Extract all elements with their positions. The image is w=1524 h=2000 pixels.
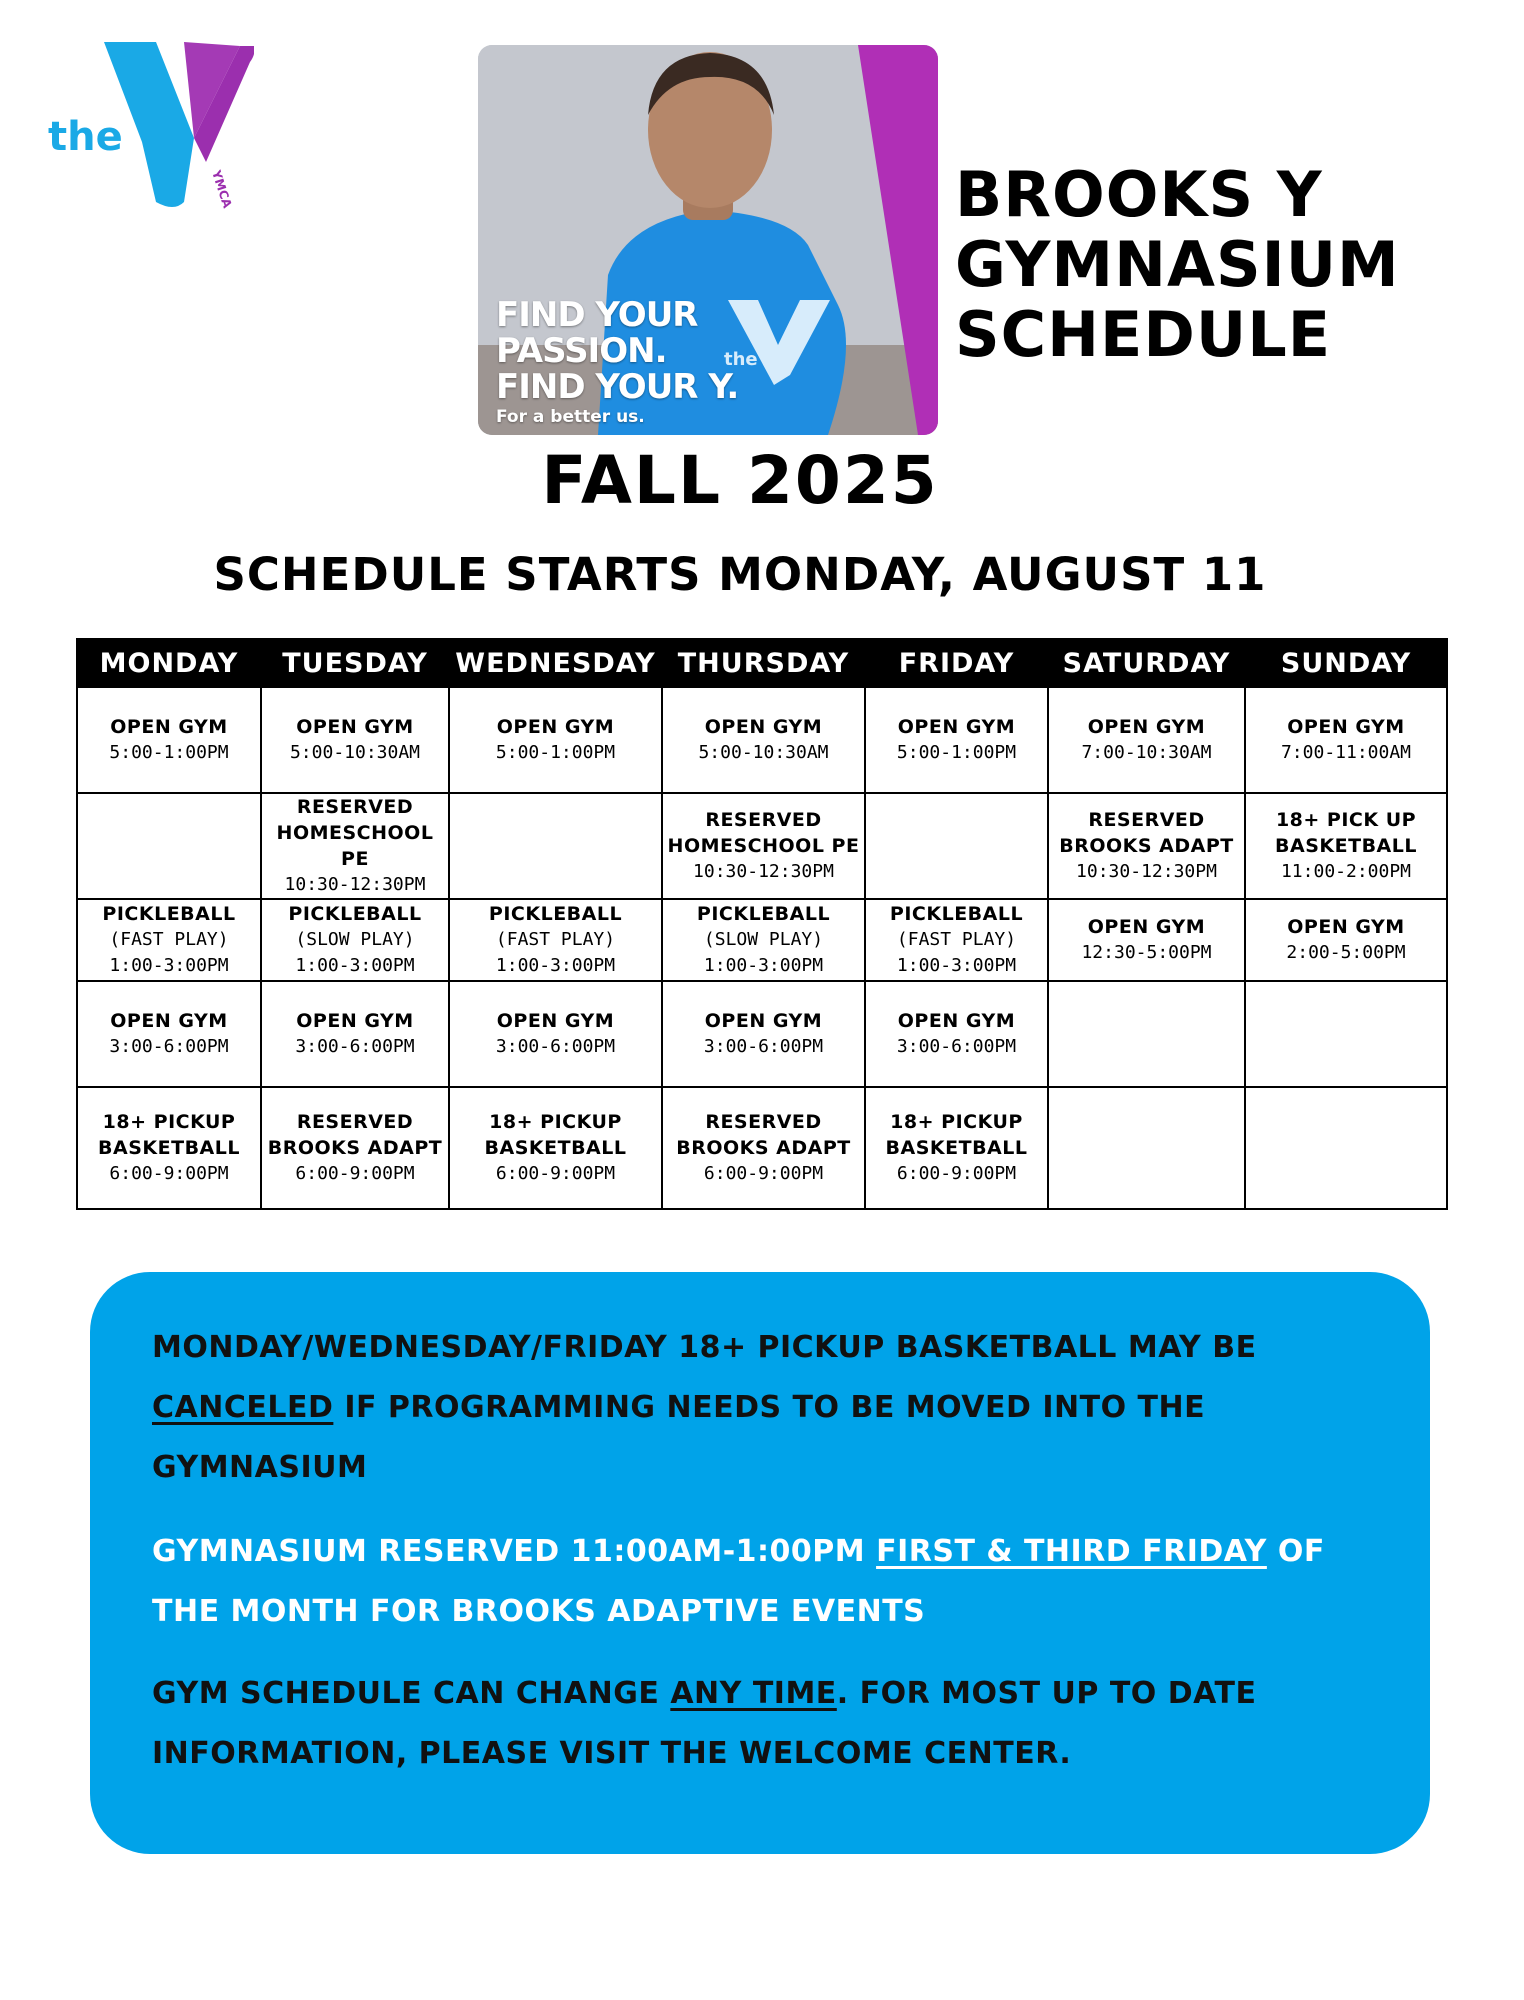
event-name: RESERVED [705, 809, 822, 831]
event-name: 18+ PICK UP [1275, 809, 1417, 831]
title-line-2: GYMNASIUM [955, 228, 1400, 301]
event-name: OPEN GYM [1087, 716, 1206, 738]
schedule-cell [865, 793, 1048, 899]
event-name: BROOKS ADAPT [267, 1137, 443, 1159]
title-line-1: BROOKS Y [955, 158, 1323, 231]
event-name: OPEN GYM [296, 1010, 414, 1032]
event-time: 3:00-6:00PM [109, 1036, 229, 1057]
event-time: 5:00-1:00PM [109, 742, 229, 763]
notice-emphasis: ANY TIME [670, 1676, 837, 1711]
event-name: OPEN GYM [496, 716, 615, 738]
schedule-cell [1048, 981, 1245, 1087]
schedule-cell [77, 687, 261, 793]
event-time: 7:00-10:30AM [1081, 742, 1212, 763]
schedule-cell [1048, 793, 1245, 899]
event-name: OPEN GYM [1087, 916, 1206, 938]
event-time: 12:30-5:00PM [1081, 942, 1212, 963]
event-name: RESERVED [296, 796, 414, 818]
event-name: BASKETBALL [484, 1137, 627, 1159]
tagline-line-1: FIND YOUR [496, 295, 698, 335]
schedule-cell [1245, 981, 1447, 1087]
start-date-heading: SCHEDULE STARTS MONDAY, AUGUST 11 [213, 548, 1267, 601]
ymca-logo [44, 42, 254, 212]
event-time: 6:00-9:00PM [703, 1163, 824, 1184]
schedule-cell [1048, 899, 1245, 981]
event-name: BASKETBALL [885, 1137, 1028, 1159]
event-time: 10:30-12:30PM [1076, 861, 1217, 882]
event-time: 11:00-2:00PM [1280, 861, 1412, 882]
day-header-row [77, 639, 1447, 687]
event-note: (FAST PLAY) [896, 929, 1017, 950]
logo-the-text: the [48, 114, 123, 160]
schedule-cell [261, 1087, 449, 1209]
event-time: 5:00-10:30AM [289, 742, 421, 763]
day-header: SATURDAY [1048, 639, 1245, 687]
schedule-cell [865, 981, 1048, 1087]
event-name: RESERVED [296, 1111, 414, 1133]
event-time: 6:00-9:00PM [295, 1163, 415, 1184]
event-time: 5:00-1:00PM [495, 742, 616, 763]
event-time: 10:30-12:30PM [284, 874, 426, 895]
day-header: TUESDAY [261, 639, 449, 687]
event-name: PICKLEBALL [696, 903, 831, 925]
schedule-cell [1245, 899, 1447, 981]
schedule-cell [865, 687, 1048, 793]
event-name: OPEN GYM [296, 716, 414, 738]
day-header: THURSDAY [662, 639, 865, 687]
schedule-cell [77, 899, 261, 981]
event-name: BASKETBALL [1275, 835, 1417, 857]
event-time: 3:00-6:00PM [703, 1036, 824, 1057]
event-name: 18+ PICKUP [102, 1111, 236, 1133]
event-time: 2:00-5:00PM [1286, 942, 1406, 963]
hero-tagline [496, 297, 738, 405]
event-name: OPEN GYM [496, 1010, 615, 1032]
event-name: HOMESCHOOL PE [667, 835, 860, 857]
schedule-table [76, 638, 1448, 1210]
event-name: OPEN GYM [110, 1010, 228, 1032]
hero-subline: For a better us. [496, 407, 645, 427]
schedule-cell [1245, 793, 1447, 899]
page-title [955, 160, 1515, 370]
notice-text: GYM SCHEDULE CAN CHANGE [152, 1676, 671, 1711]
event-time: 1:00-3:00PM [896, 955, 1017, 976]
event-time: 6:00-9:00PM [896, 1163, 1017, 1184]
event-time: 5:00-1:00PM [896, 742, 1017, 763]
day-header: WEDNESDAY [449, 639, 662, 687]
event-name: OPEN GYM [1287, 916, 1405, 938]
event-name: PICKLEBALL [102, 903, 236, 925]
schedule-cell [449, 687, 662, 793]
event-name: PICKLEBALL [488, 903, 623, 925]
schedule-cell [865, 1087, 1048, 1209]
event-time: 3:00-6:00PM [495, 1036, 616, 1057]
event-name: PICKLEBALL [889, 903, 1024, 925]
schedule-row [77, 687, 1447, 793]
day-header: MONDAY [77, 639, 261, 687]
event-name: OPEN GYM [110, 716, 228, 738]
schedule-cell [261, 899, 449, 981]
schedule-cell [449, 899, 662, 981]
schedule-cell [662, 793, 865, 899]
event-name: OPEN GYM [704, 716, 823, 738]
event-name: 18+ PICKUP [489, 1111, 622, 1133]
event-name: OPEN GYM [897, 1010, 1016, 1032]
event-time: 5:00-10:30AM [698, 742, 829, 763]
schedule-cell [261, 981, 449, 1087]
event-name: OPEN GYM [1287, 716, 1405, 738]
event-name: HOMESCHOOL PE [276, 822, 434, 870]
event-time: 10:30-12:30PM [693, 861, 834, 882]
event-time: 1:00-3:00PM [295, 955, 415, 976]
event-time: 7:00-11:00AM [1280, 742, 1412, 763]
event-time: 3:00-6:00PM [295, 1036, 415, 1057]
notice-text: GYMNASIUM RESERVED 11:00AM-1:00PM [152, 1534, 877, 1569]
tagline-line-3: FIND YOUR Y. [496, 367, 739, 407]
schedule-cell [1245, 687, 1447, 793]
notice-text: . FOR MOST UP TO DATE INFORMATION, PLEASE VISIT THE WELCOME CENTER. [152, 1676, 1257, 1771]
schedule-row [77, 1087, 1447, 1209]
schedule-cell [449, 981, 662, 1087]
event-name: OPEN GYM [704, 1010, 823, 1032]
schedule-cell [662, 687, 865, 793]
notice-text: MONDAY/WEDNESDAY/FRIDAY 18+ PICKUP BASKETBALL MAY BE [152, 1330, 1257, 1365]
season-heading: FALL 2025 [541, 442, 939, 519]
shirt-logo-text: the [724, 349, 758, 370]
event-time: 3:00-6:00PM [896, 1036, 1017, 1057]
notice-emphasis: FIRST & THIRD FRIDAY [876, 1534, 1267, 1569]
notice-adaptive-reserved [152, 1522, 1332, 1642]
schedule-cell [77, 793, 261, 899]
title-line-3: SCHEDULE [955, 298, 1332, 371]
event-name: PICKLEBALL [288, 903, 422, 925]
event-time: 1:00-3:00PM [495, 955, 616, 976]
schedule-cell [865, 899, 1048, 981]
schedule-cell [261, 687, 449, 793]
event-name: BROOKS ADAPT [676, 1137, 851, 1159]
event-name: BASKETBALL [98, 1137, 240, 1159]
event-name: BROOKS ADAPT [1059, 835, 1234, 857]
notice-pickup-canceled [152, 1318, 1332, 1498]
event-name: 18+ PICKUP [890, 1111, 1023, 1133]
schedule-cell [662, 899, 865, 981]
event-name: OPEN GYM [897, 716, 1016, 738]
event-time: 1:00-3:00PM [703, 955, 824, 976]
schedule-cell [1048, 687, 1245, 793]
schedule-cell [1245, 1087, 1447, 1209]
notice-text: OF THE MONTH FOR BROOKS ADAPTIVE EVENTS [152, 1534, 1325, 1629]
notice-box [90, 1272, 1430, 1854]
day-header: FRIDAY [865, 639, 1048, 687]
hero-photo [478, 45, 938, 435]
schedule-cell [662, 1087, 865, 1209]
logo-ymca-text: YMCA [209, 168, 235, 210]
schedule-cell [77, 1087, 261, 1209]
schedule-cell [449, 793, 662, 899]
event-time: 1:00-3:00PM [109, 955, 229, 976]
event-note: (FAST PLAY) [495, 929, 616, 950]
schedule-row [77, 899, 1447, 981]
tagline-line-2: PASSION. [496, 331, 667, 371]
event-name: RESERVED [1088, 809, 1205, 831]
notice-emphasis: CANCELED [152, 1390, 334, 1425]
day-header: SUNDAY [1245, 639, 1447, 687]
event-note: (SLOW PLAY) [703, 929, 824, 950]
event-time: 6:00-9:00PM [495, 1163, 616, 1184]
schedule-row [77, 981, 1447, 1087]
event-note: (SLOW PLAY) [295, 929, 415, 950]
event-note: (FAST PLAY) [109, 929, 229, 950]
notice-text: IF PROGRAMMING NEEDS TO BE MOVED INTO THE GYMNASIUM [152, 1390, 1206, 1485]
event-name: RESERVED [705, 1111, 822, 1133]
event-time: 6:00-9:00PM [109, 1163, 229, 1184]
schedule-cell [77, 981, 261, 1087]
schedule-row [77, 793, 1447, 899]
schedule-cell [662, 981, 865, 1087]
schedule-cell [449, 1087, 662, 1209]
schedule-cell [261, 793, 449, 899]
schedule-cell [1048, 1087, 1245, 1209]
notice-schedule-change [152, 1664, 1332, 1784]
